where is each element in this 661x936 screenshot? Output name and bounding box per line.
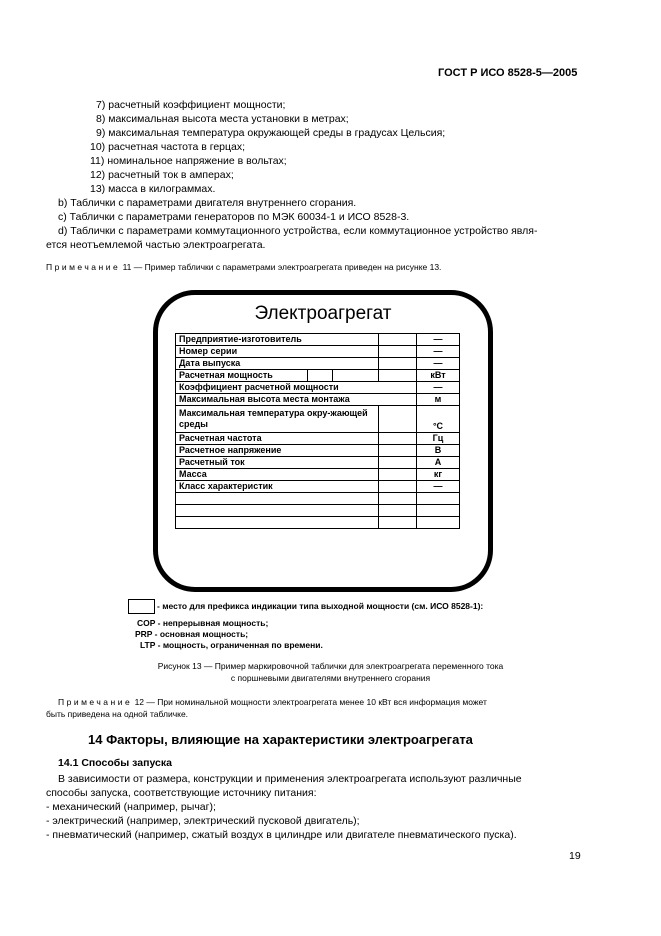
- table-cell: Дата выпуска: [176, 358, 379, 370]
- table-cell: [417, 493, 460, 505]
- table-row: [176, 382, 460, 394]
- table-cell: [379, 445, 417, 457]
- list-item: 7) расчетный коэффициент мощности;: [96, 99, 286, 111]
- table-cell: Предприятие-изготовитель: [176, 334, 379, 346]
- subsection-heading: 14.1 Способы запуска: [58, 757, 172, 769]
- table-cell: [379, 433, 417, 445]
- table-cell: [379, 334, 417, 346]
- plate-title: Электроагрегат: [254, 303, 392, 324]
- table-cell: Расчетное напряжение: [176, 445, 379, 457]
- table-cell: [379, 457, 417, 469]
- table-cell: [379, 481, 417, 493]
- table-cell: Расчетная частота: [176, 433, 379, 445]
- table-cell: [379, 370, 417, 382]
- table-cell: [379, 493, 417, 505]
- note-11: Примечание 11 — Пример таблички с параметрами электроагрегата приведен на рисунке 13.: [46, 262, 442, 272]
- table-cell: [176, 493, 379, 505]
- table-cell: Масса: [176, 469, 379, 481]
- table-cell: Расчетный ток: [176, 457, 379, 469]
- table-cell: м: [417, 394, 460, 406]
- table-row: [176, 334, 460, 346]
- page-number: 19: [569, 850, 581, 862]
- table-cell: Расчетная мощность: [176, 370, 379, 382]
- table-cell: Коэффициент расчетной мощности: [176, 382, 417, 394]
- table-cell: —: [417, 382, 460, 394]
- figure-caption: Рисунок 13 — Пример маркировочной таблички для электроагрегата переменного тока: [157, 661, 504, 671]
- legend-ltp: LTP - мощность, ограниченная по времени.: [140, 640, 323, 650]
- bullet-item: - пневматический (например, сжатый воздух в цилиндре или двигателе пневматического пуска).: [46, 829, 517, 841]
- paragraph: В зависимости от размера, конструкции и применения электроагрегата используют различные: [58, 773, 522, 785]
- table-cell: А: [417, 457, 460, 469]
- table-cell: кВт: [417, 370, 460, 382]
- paragraph: способы запуска, соответствующие источнику питания:: [46, 787, 317, 799]
- table-row: [176, 346, 460, 358]
- table-cell: [379, 406, 417, 433]
- prefix-legend-box: [128, 599, 155, 614]
- table-cell: [379, 469, 417, 481]
- table-row: [176, 505, 460, 517]
- table-row: [176, 433, 460, 445]
- list-item: ется неотъемлемой частью электроагрегата.: [46, 239, 266, 251]
- table-cell: —: [417, 358, 460, 370]
- table-row: [176, 358, 460, 370]
- legend-cop: COP - непрерывная мощность;: [137, 618, 269, 628]
- bullet-item: - механический (например, рычаг);: [46, 801, 216, 813]
- table-cell: В: [417, 445, 460, 457]
- list-item: 11) номинальное напряжение в вольтах;: [90, 155, 287, 167]
- table-row: [176, 493, 460, 505]
- table-cell: —: [417, 334, 460, 346]
- table-row: [176, 394, 460, 406]
- table-cell: Номер серии: [176, 346, 379, 358]
- table-cell: [417, 517, 460, 529]
- list-item: c) Таблички с параметрами генераторов по МЭК 60034-1 и ИСО 8528-3.: [58, 211, 410, 223]
- table-cell: [379, 517, 417, 529]
- table-cell: [417, 505, 460, 517]
- list-item: d) Таблички с параметрами коммутационного устройства, если коммутационное устройство явля-: [58, 225, 538, 237]
- list-item: 12) расчетный ток в амперах;: [90, 169, 234, 181]
- table-row: [176, 481, 460, 493]
- plate-table: [175, 333, 460, 529]
- figure-caption: с поршневыми двигателями внутреннего сгорания: [230, 673, 431, 683]
- list-item: b) Таблички с параметрами двигателя внутреннего сгорания.: [58, 197, 357, 209]
- table-row: [176, 445, 460, 457]
- list-item: 13) масса в килограммах.: [90, 183, 216, 195]
- table-cell: °С: [417, 406, 460, 433]
- table-cell: [379, 346, 417, 358]
- table-cell: кг: [417, 469, 460, 481]
- legend-prp: PRP - основная мощность;: [135, 629, 249, 639]
- nameplate-figure: [153, 290, 493, 592]
- table-row: [176, 457, 460, 469]
- section-heading: 14 Факторы, влияющие на характеристики электроагрегата: [88, 732, 473, 747]
- table-row: [176, 406, 460, 433]
- bullet-item: - электрический (например, электрический пусковой двигатель);: [46, 815, 360, 827]
- table-cell: Максимальная температура окру-жающей среды: [176, 406, 379, 433]
- list-item: 10) расчетная частота в герцах;: [90, 141, 246, 153]
- note-12: Примечание 12 — При номинальной мощности электроагрегата менее 10 кВт вся информация может: [58, 697, 487, 707]
- table-cell: [379, 358, 417, 370]
- table-cell: [379, 505, 417, 517]
- table-cell: Максимальная высота места монтажа: [176, 394, 417, 406]
- table-row: [176, 517, 460, 529]
- page-header: ГОСТ Р ИСО 8528-5—2005: [438, 67, 578, 79]
- table-cell: [176, 517, 379, 529]
- table-cell: [176, 505, 379, 517]
- legend-text: - место для префикса индикации типа выходной мощности (см. ИСО 8528-1):: [157, 601, 484, 611]
- note-12-cont: быть приведена на одной табличке.: [46, 709, 189, 719]
- table-cell: Гц: [417, 433, 460, 445]
- list-item: 8) максимальная высота места установки в метрах;: [96, 113, 349, 125]
- table-row: [176, 469, 460, 481]
- table-row: [176, 370, 460, 382]
- table-cell: —: [417, 346, 460, 358]
- table-cell: —: [417, 481, 460, 493]
- table-cell: Класс характеристик: [176, 481, 379, 493]
- prefix-box: [307, 370, 333, 381]
- list-item: 9) максимальная температура окружающей среды в градусах Цельсия;: [96, 127, 446, 139]
